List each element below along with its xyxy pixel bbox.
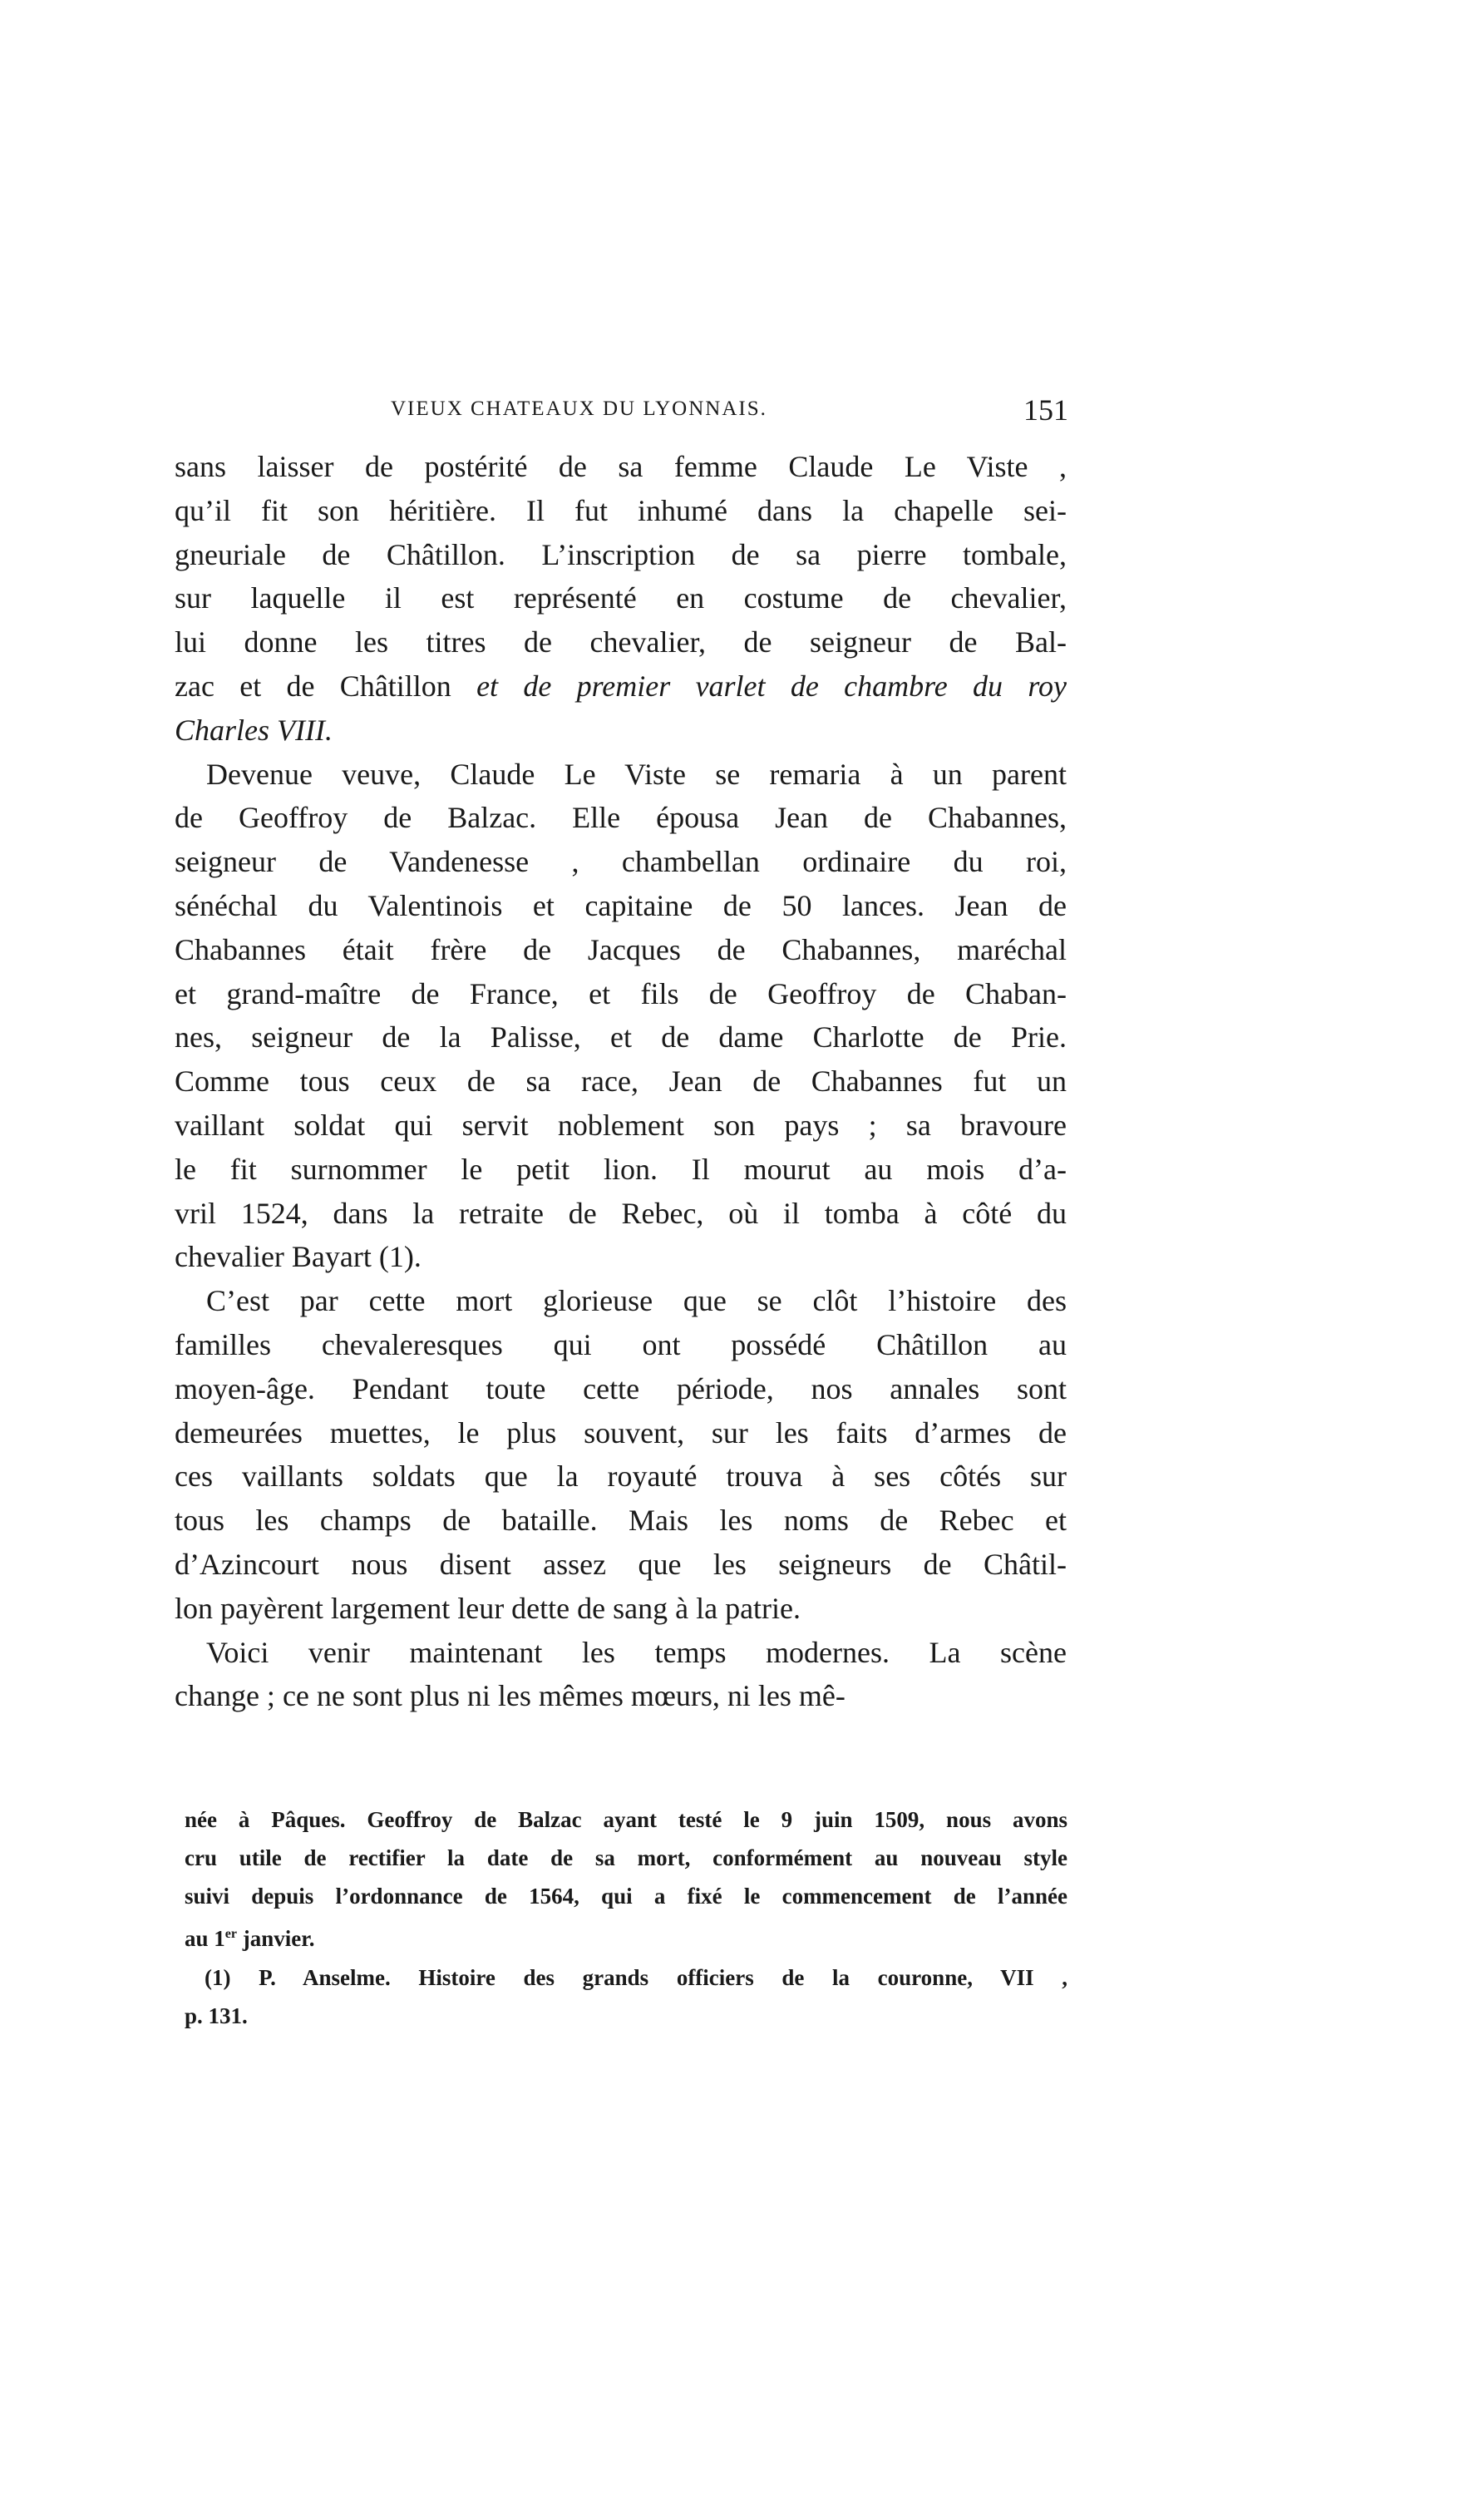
- text-line: [175, 796, 1067, 840]
- footnote-line: suivi depuis l’ordonnance de 1564, qui a fixé le commencement de l’année: [185, 1884, 1067, 1909]
- footnote-line: [185, 1915, 1067, 1953]
- text-line: [175, 1367, 1067, 1411]
- text-line: [175, 1059, 1067, 1104]
- text-line: [175, 1587, 1067, 1631]
- line-text: seigneur de Vandenesse , chambellan ordinaire du roi,: [175, 845, 1067, 879]
- ordinal-superscript: er: [224, 1927, 237, 1941]
- line-text: Comme tous ceux de sa race, Jean de Chabannes fut un: [175, 1064, 1067, 1099]
- line-text: sénéchal du Valentinois et capitaine de 50 lances. Jean de: [175, 888, 1067, 922]
- text-line: [175, 664, 1067, 709]
- page-number: 151: [1023, 393, 1068, 427]
- line-text: nes, seigneur de la Palisse, et de dame Charlotte de Prie.: [175, 1020, 1067, 1054]
- text-line: [175, 1674, 1067, 1718]
- line-text: sans laisser de postérité de sa femme Claude Le Viste ,: [175, 450, 1067, 483]
- footnote-text: janvier.: [236, 1926, 315, 1951]
- line-text: chevalier Bayart (1).: [175, 1240, 422, 1274]
- line-text: Chabannes était frère de Jacques de Chabannes, maréchal: [175, 932, 1067, 966]
- text-line: [175, 1411, 1067, 1455]
- line-text: de Geoffroy de Balzac. Elle épousa Jean de Chabannes,: [175, 801, 1067, 835]
- line-text: zac et de Châtillon: [175, 669, 477, 703]
- text-line: [175, 489, 1067, 533]
- text-line: [175, 1454, 1067, 1499]
- line-text: Devenue veuve, Claude Le Viste se remaria à un parent: [206, 757, 1067, 791]
- line-text: vaillant soldat qui servit noblement son pays ; sa bravoure: [175, 1108, 1067, 1142]
- line-text: d’Azincourt nous disent assez que les seigneurs de Châtil-: [175, 1547, 1067, 1581]
- italic-text: Charles VIII.: [175, 713, 333, 747]
- line-text: sur laquelle il est représenté en costume de chevalier,: [175, 581, 1067, 615]
- line-text: familles chevaleresques qui ont possédé Châtillon au: [175, 1327, 1067, 1361]
- text-line: [175, 840, 1067, 884]
- text-line: [175, 620, 1067, 664]
- line-text: moyen-âge. Pendant toute cette période, nos annales sont: [175, 1371, 1067, 1405]
- text-line: [175, 1631, 1067, 1675]
- line-text: demeurées muettes, le plus souvent, sur les faits d’armes de: [175, 1415, 1067, 1450]
- text-line: [175, 533, 1067, 577]
- text-line: [175, 1499, 1067, 1543]
- text-line: [175, 884, 1067, 928]
- body-text: [175, 445, 1067, 1718]
- footnote-text: au 1: [185, 1926, 225, 1951]
- line-text: Voici venir maintenant les temps modernes. La scène: [206, 1635, 1067, 1669]
- text-line: [175, 972, 1067, 1016]
- line-text: change ; ce ne sont plus ni les mêmes mœurs, ni les mê-: [175, 1679, 846, 1713]
- line-text: lon payèrent largement leur dette de sang à la patrie.: [175, 1591, 801, 1625]
- running-title: VIEUX CHATEAUX DU LYONNAIS.: [391, 398, 767, 420]
- footnote-1-continued: p. 131.: [185, 2003, 248, 2028]
- text-line: [175, 445, 1067, 489]
- line-text: C’est par cette mort glorieuse que se clôt l’histoire des: [206, 1284, 1067, 1318]
- text-line: [175, 1543, 1067, 1587]
- footnote-line: cru utile de rectifier la date de sa mort, conformément au nouveau style: [185, 1845, 1067, 1870]
- line-text: tous les champs de bataille. Mais les noms de Rebec et: [175, 1504, 1067, 1538]
- line-text: le fit surnommer le petit lion. Il mourut au mois d’a-: [175, 1152, 1067, 1186]
- running-header: [391, 393, 1068, 431]
- line-text: ces vaillants soldats que la royauté trouva à ses côtés sur: [175, 1459, 1067, 1494]
- text-line: [175, 928, 1067, 972]
- text-line: [175, 1148, 1067, 1192]
- text-line: [175, 576, 1067, 620]
- text-line: [175, 1323, 1067, 1367]
- line-text: gneuriale de Châtillon. L’inscription de sa pierre tombale,: [175, 537, 1067, 571]
- footnote-line: née à Pâques. Geoffroy de Balzac ayant testé le 9 juin 1509, nous avons: [185, 1807, 1067, 1832]
- text-line: [175, 1279, 1067, 1323]
- footnotes: [185, 1800, 1067, 2035]
- line-text: vril 1524, dans la retraite de Rebec, où il tomba à côté du: [175, 1196, 1067, 1230]
- text-line: [175, 1235, 1067, 1279]
- text-line: [175, 753, 1067, 797]
- line-text: lui donne les titres de chevalier, de seigneur de Bal-: [175, 625, 1067, 659]
- line-text: et grand-maître de France, et fils de Geoffroy de Chaban-: [175, 976, 1067, 1010]
- text-line: [175, 1104, 1067, 1148]
- text-line: [175, 709, 1067, 753]
- text-line: [175, 1015, 1067, 1059]
- line-text: qu’il fit son héritière. Il fut inhumé dans la chapelle sei-: [175, 493, 1067, 527]
- text-line: [175, 1192, 1067, 1236]
- footnote-1: (1) P. Anselme. Histoire des grands officiers de la couronne, VII ,: [205, 1965, 1067, 1990]
- italic-text: et de premier varlet de chambre du roy: [476, 669, 1067, 703]
